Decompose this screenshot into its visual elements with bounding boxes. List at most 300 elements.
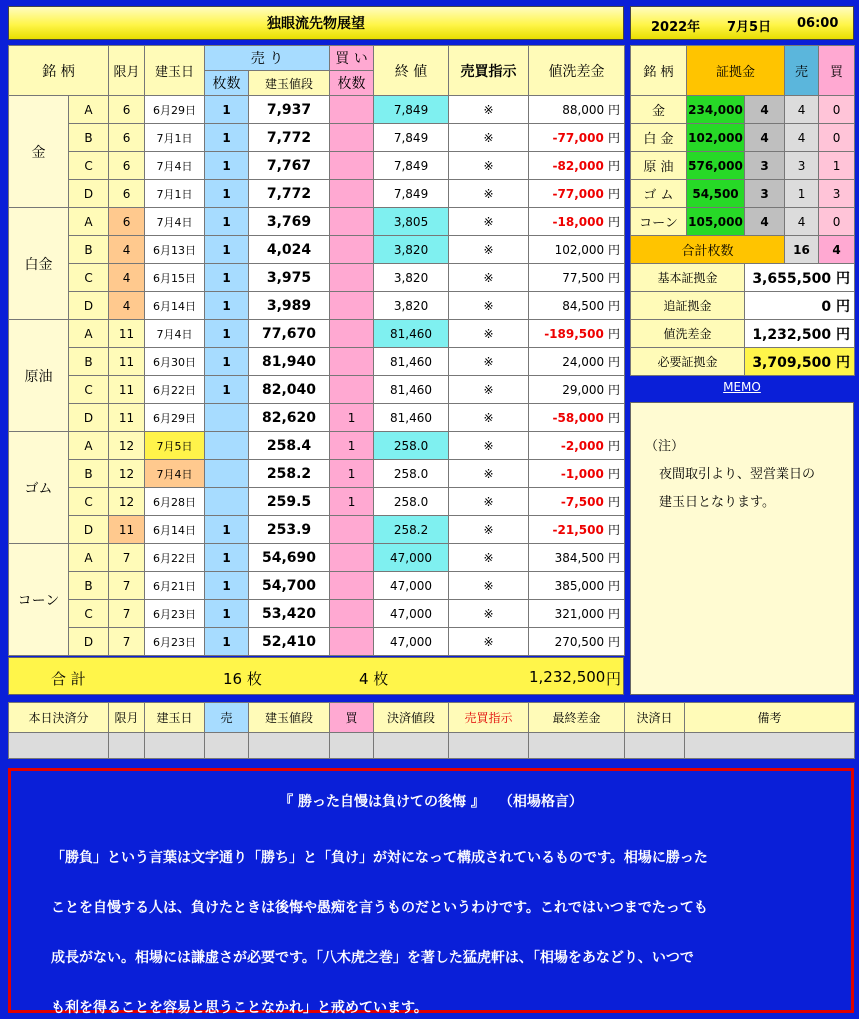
m-buy: 0 <box>819 124 855 152</box>
row-sell-qty[interactable]: 1 <box>205 572 249 600</box>
row-date: 7月4日 <box>145 208 205 236</box>
s-col-today: 本日決済分 <box>9 703 109 733</box>
table-row <box>9 516 625 544</box>
s-cell[interactable] <box>9 733 109 759</box>
row-date: 6月29日 <box>145 96 205 124</box>
row-buy-qty[interactable] <box>330 348 374 376</box>
row-price[interactable]: 258.4 <box>249 432 330 460</box>
margin-table <box>630 45 855 376</box>
row-sell-qty[interactable] <box>205 460 249 488</box>
row-diff: -2,000 <box>560 439 604 453</box>
margin-row <box>631 180 855 208</box>
row-price[interactable]: 53,420 <box>249 600 330 628</box>
row-month: 7 <box>109 600 145 628</box>
margin-row <box>631 152 855 180</box>
row-month: 4 <box>109 264 145 292</box>
table-row <box>9 124 625 152</box>
yen-unit: 円 <box>836 326 851 343</box>
m-brand: 白 金 <box>631 124 687 152</box>
row-month: 6 <box>109 96 145 124</box>
row-sell-qty[interactable]: 1 <box>205 516 249 544</box>
row-close: 3,820 <box>374 292 449 320</box>
yen-unit: 円 <box>608 271 621 285</box>
row-instruction[interactable]: ※ <box>449 208 529 236</box>
s-cell[interactable] <box>249 733 330 759</box>
row-instruction[interactable]: ※ <box>449 516 529 544</box>
total-diff: 1,232,500 <box>529 668 606 686</box>
row-close: 3,820 <box>374 264 449 292</box>
m-total-sell: 16 <box>785 236 819 264</box>
row-diff: -21,500 <box>552 523 604 537</box>
quote-line: ことを自慢する人は、負けたときは後悔や愚痴を言うものだというわけです。これではいつまでたっても <box>51 900 708 916</box>
row-instruction[interactable]: ※ <box>449 460 529 488</box>
row-close: 7,849 <box>374 152 449 180</box>
row-diff: 102,000 <box>554 243 605 257</box>
row-diff: 88,000 <box>562 103 605 117</box>
row-date: 6月23日 <box>145 600 205 628</box>
row-price[interactable]: 54,700 <box>249 572 330 600</box>
row-sell-qty[interactable]: 1 <box>205 124 249 152</box>
row-instruction[interactable]: ※ <box>449 628 529 656</box>
yen-unit: 円 <box>608 383 621 397</box>
s-col-buy: 買 <box>330 703 374 733</box>
row-sell-qty[interactable]: 1 <box>205 628 249 656</box>
group-name: 原油 <box>9 320 69 432</box>
row-instruction[interactable]: ※ <box>449 292 529 320</box>
row-sell-qty[interactable]: 1 <box>205 152 249 180</box>
quote-line: も利を得ることを容易と思うことなかれ」と戒めています。 <box>51 1000 428 1016</box>
yen-unit: 円 <box>608 607 621 621</box>
row-code: A <box>69 544 109 572</box>
m-buy: 3 <box>819 180 855 208</box>
yen-unit: 円 <box>608 243 621 257</box>
row-close: 258.2 <box>374 516 449 544</box>
s-cell[interactable] <box>529 733 625 759</box>
table-row <box>9 488 625 516</box>
m-margin: 576,000 <box>687 152 745 180</box>
table-row <box>9 572 625 600</box>
row-date: 6月22日 <box>145 544 205 572</box>
row-instruction[interactable]: ※ <box>449 544 529 572</box>
m-req: 3 <box>745 152 785 180</box>
m-col-sell: 売 <box>785 46 819 96</box>
group-name: ゴム <box>9 432 69 544</box>
m-col-margin: 証拠金 <box>687 46 785 96</box>
row-price[interactable]: 4,024 <box>249 236 330 264</box>
row-price[interactable]: 81,940 <box>249 348 330 376</box>
row-price[interactable]: 82,040 <box>249 376 330 404</box>
row-month: 12 <box>109 432 145 460</box>
row-instruction[interactable]: ※ <box>449 152 529 180</box>
yen-unit: 円 <box>608 495 621 509</box>
row-diff: 385,000 <box>554 579 605 593</box>
table-row <box>9 152 625 180</box>
s-col-final: 最終差金 <box>529 703 625 733</box>
yen-unit: 円 <box>608 187 621 201</box>
row-instruction[interactable]: ※ <box>449 320 529 348</box>
col-diff: 値洗差金 <box>529 46 625 96</box>
m-req: 4 <box>745 96 785 124</box>
table-row <box>9 628 625 656</box>
margin-row <box>631 208 855 236</box>
col-date: 建玉日 <box>145 46 205 96</box>
m-req: 4 <box>745 124 785 152</box>
s-cell[interactable] <box>109 733 145 759</box>
row-close: 47,000 <box>374 572 449 600</box>
row-close: 47,000 <box>374 544 449 572</box>
yen-unit: 円 <box>608 439 621 453</box>
row-price[interactable]: 54,690 <box>249 544 330 572</box>
col-buy-qty: 枚数 <box>330 71 374 96</box>
row-instruction[interactable]: ※ <box>449 488 529 516</box>
row-instruction[interactable]: ※ <box>449 348 529 376</box>
m-col-buy: 買 <box>819 46 855 96</box>
row-sell-qty[interactable]: 1 <box>205 544 249 572</box>
date-bar <box>630 6 854 40</box>
row-buy-qty[interactable] <box>330 320 374 348</box>
m-brand: コーン <box>631 208 687 236</box>
yen-unit: 円 <box>608 299 621 313</box>
row-diff: 77,500 <box>562 271 605 285</box>
row-month: 11 <box>109 376 145 404</box>
memo-link[interactable]: MEMO <box>723 380 761 394</box>
yen-unit: 円 <box>608 103 621 117</box>
m-buy: 0 <box>819 208 855 236</box>
m-buy: 0 <box>819 96 855 124</box>
row-month: 11 <box>109 404 145 432</box>
row-date: 6月13日 <box>145 236 205 264</box>
row-month: 11 <box>109 320 145 348</box>
s-col-price: 建玉値段 <box>249 703 330 733</box>
m-wash-label: 値洗差金 <box>631 320 745 348</box>
settlement-table <box>8 702 855 759</box>
row-code: C <box>69 376 109 404</box>
row-buy-qty[interactable] <box>330 96 374 124</box>
row-buy-qty[interactable]: 1 <box>330 460 374 488</box>
s-col-instruction: 売買指示 <box>449 703 529 733</box>
row-buy-qty[interactable] <box>330 208 374 236</box>
col-price: 建玉値段 <box>249 71 330 96</box>
s-cell[interactable] <box>330 733 374 759</box>
yen-unit: 円 <box>608 579 621 593</box>
yen-unit: 円 <box>608 355 621 369</box>
row-date: 7月1日 <box>145 180 205 208</box>
col-sell: 売 り <box>205 46 330 71</box>
row-code: A <box>69 320 109 348</box>
row-diff: 29,000 <box>562 383 605 397</box>
row-buy-qty[interactable] <box>330 292 374 320</box>
s-cell[interactable] <box>205 733 249 759</box>
row-price[interactable]: 77,670 <box>249 320 330 348</box>
row-buy-qty[interactable]: 1 <box>330 432 374 460</box>
total-yen: 円 <box>606 670 622 688</box>
row-date: 6月29日 <box>145 404 205 432</box>
row-buy-qty[interactable]: 1 <box>330 404 374 432</box>
row-instruction[interactable]: ※ <box>449 124 529 152</box>
row-instruction[interactable]: ※ <box>449 264 529 292</box>
row-instruction[interactable]: ※ <box>449 376 529 404</box>
s-col-settle-date: 決済日 <box>625 703 685 733</box>
row-diff: -77,000 <box>552 131 604 145</box>
table-row <box>9 320 625 348</box>
row-buy-qty[interactable] <box>330 124 374 152</box>
row-diff: -7,500 <box>560 495 604 509</box>
yen-unit: 円 <box>608 411 621 425</box>
row-buy-qty[interactable] <box>330 516 374 544</box>
row-code: B <box>69 236 109 264</box>
row-close: 7,849 <box>374 180 449 208</box>
yen-unit: 円 <box>836 270 851 287</box>
row-diff: -58,000 <box>552 411 604 425</box>
row-sell-qty[interactable]: 1 <box>205 320 249 348</box>
quote-line: 「勝負」という言葉は文字通り「勝ち」と「負け」が対になって構成されているものです。相場に勝った <box>51 850 708 866</box>
row-code: D <box>69 292 109 320</box>
yen-unit: 円 <box>836 354 851 371</box>
row-price[interactable]: 7,772 <box>249 180 330 208</box>
row-price[interactable]: 82,620 <box>249 404 330 432</box>
m-req: 4 <box>745 208 785 236</box>
row-month: 7 <box>109 628 145 656</box>
col-close: 終 値 <box>374 46 449 96</box>
row-close: 7,849 <box>374 124 449 152</box>
yen-unit: 円 <box>608 523 621 537</box>
row-date: 6月15日 <box>145 264 205 292</box>
row-code: D <box>69 628 109 656</box>
group-name: 金 <box>9 96 69 208</box>
m-brand: 金 <box>631 96 687 124</box>
row-diff: 321,000 <box>554 607 605 621</box>
time-label: 06:00 <box>797 16 839 31</box>
row-date: 6月14日 <box>145 516 205 544</box>
yen-unit: 円 <box>608 635 621 649</box>
row-instruction[interactable]: ※ <box>449 180 529 208</box>
row-buy-qty[interactable] <box>330 236 374 264</box>
row-date: 7月1日 <box>145 124 205 152</box>
m-extra: 0 <box>821 298 832 315</box>
row-month: 4 <box>109 236 145 264</box>
m-wash: 1,232,500 <box>752 326 832 343</box>
m-need-label: 必要証拠金 <box>631 348 745 376</box>
row-month: 6 <box>109 124 145 152</box>
row-instruction[interactable]: ※ <box>449 96 529 124</box>
yen-unit: 円 <box>608 327 621 341</box>
m-sell: 4 <box>785 96 819 124</box>
table-row <box>9 180 625 208</box>
s-cell[interactable] <box>145 733 205 759</box>
positions-table <box>8 45 625 656</box>
s-col-sell: 売 <box>205 703 249 733</box>
row-price[interactable]: 3,989 <box>249 292 330 320</box>
table-row <box>9 292 625 320</box>
table-row <box>9 544 625 572</box>
row-instruction[interactable]: ※ <box>449 404 529 432</box>
s-col-date: 建玉日 <box>145 703 205 733</box>
yen-unit: 円 <box>608 131 621 145</box>
total-label: 合 計 <box>51 670 86 688</box>
row-code: A <box>69 96 109 124</box>
m-extra-label: 追証拠金 <box>631 292 745 320</box>
row-price[interactable]: 258.2 <box>249 460 330 488</box>
total-row <box>8 657 624 695</box>
table-row <box>9 348 625 376</box>
row-price[interactable]: 7,772 <box>249 124 330 152</box>
m-req: 3 <box>745 180 785 208</box>
row-date: 7月4日 <box>145 152 205 180</box>
row-code: D <box>69 404 109 432</box>
yen-unit: 円 <box>608 467 621 481</box>
row-code: D <box>69 516 109 544</box>
row-instruction[interactable]: ※ <box>449 572 529 600</box>
row-sell-qty[interactable]: 1 <box>205 600 249 628</box>
row-sell-qty[interactable] <box>205 404 249 432</box>
col-sell-qty: 枚数 <box>205 71 249 96</box>
row-code: C <box>69 600 109 628</box>
row-instruction[interactable]: ※ <box>449 600 529 628</box>
col-month: 限月 <box>109 46 145 96</box>
row-date: 6月14日 <box>145 292 205 320</box>
row-sell-qty[interactable]: 1 <box>205 292 249 320</box>
row-close: 258.0 <box>374 460 449 488</box>
row-diff: 24,000 <box>562 355 605 369</box>
row-month: 11 <box>109 516 145 544</box>
row-price[interactable]: 259.5 <box>249 488 330 516</box>
row-sell-qty[interactable] <box>205 432 249 460</box>
year-label: 2022年 <box>651 20 701 35</box>
row-close: 81,460 <box>374 376 449 404</box>
table-row <box>9 96 625 124</box>
col-instruction[interactable]: 売買指示 <box>449 46 529 96</box>
row-diff: -82,000 <box>552 159 604 173</box>
quote-line: 成長がない。相場には謙虚さが必要です。「八木虎之巻」を著した猛虎軒は、「相場をあなどり、いつで <box>51 950 694 966</box>
page-title-bar <box>8 6 624 40</box>
row-sell-qty[interactable]: 1 <box>205 96 249 124</box>
row-month: 6 <box>109 152 145 180</box>
m-total-buy: 4 <box>819 236 855 264</box>
row-sell-qty[interactable]: 1 <box>205 376 249 404</box>
row-close: 3,820 <box>374 236 449 264</box>
m-col-brand: 銘 柄 <box>631 46 687 96</box>
row-code: C <box>69 264 109 292</box>
yen-unit: 円 <box>608 159 621 173</box>
row-code: C <box>69 152 109 180</box>
row-code: A <box>69 432 109 460</box>
row-close: 81,460 <box>374 320 449 348</box>
row-sell-qty[interactable]: 1 <box>205 348 249 376</box>
m-sell: 4 <box>785 124 819 152</box>
row-price[interactable]: 3,975 <box>249 264 330 292</box>
row-code: D <box>69 180 109 208</box>
yen-unit: 円 <box>608 551 621 565</box>
table-row <box>9 404 625 432</box>
row-date: 6月21日 <box>145 572 205 600</box>
m-margin: 234,000 <box>687 96 745 124</box>
yen-unit: 円 <box>836 298 851 315</box>
row-price[interactable]: 7,937 <box>249 96 330 124</box>
row-instruction[interactable]: ※ <box>449 236 529 264</box>
row-buy-qty[interactable] <box>330 572 374 600</box>
s-col-settle-price: 決済値段 <box>374 703 449 733</box>
row-close: 3,805 <box>374 208 449 236</box>
row-diff: -1,000 <box>560 467 604 481</box>
row-buy-qty[interactable] <box>330 544 374 572</box>
row-month: 12 <box>109 460 145 488</box>
row-code: B <box>69 460 109 488</box>
m-basic: 3,655,500 <box>752 270 832 287</box>
row-diff: -18,000 <box>552 215 604 229</box>
row-code: B <box>69 348 109 376</box>
row-code: A <box>69 208 109 236</box>
margin-row <box>631 124 855 152</box>
row-buy-qty[interactable] <box>330 600 374 628</box>
s-col-month: 限月 <box>109 703 145 733</box>
m-buy: 1 <box>819 152 855 180</box>
row-buy-qty[interactable] <box>330 180 374 208</box>
row-sell-qty[interactable]: 1 <box>205 236 249 264</box>
s-cell[interactable] <box>374 733 449 759</box>
row-price[interactable]: 52,410 <box>249 628 330 656</box>
date-label: 7月5日 <box>727 20 772 35</box>
row-code: C <box>69 488 109 516</box>
s-cell[interactable] <box>685 733 855 759</box>
row-code: B <box>69 124 109 152</box>
table-row <box>9 376 625 404</box>
table-row <box>9 600 625 628</box>
row-code: B <box>69 572 109 600</box>
col-brand: 銘 柄 <box>9 46 109 96</box>
group-name: コーン <box>9 544 69 656</box>
row-month: 11 <box>109 348 145 376</box>
row-instruction[interactable]: ※ <box>449 432 529 460</box>
m-sell: 1 <box>785 180 819 208</box>
table-row <box>9 264 625 292</box>
row-month: 7 <box>109 544 145 572</box>
quote-box <box>8 768 854 1016</box>
row-date: 6月22日 <box>145 376 205 404</box>
row-sell-qty[interactable]: 1 <box>205 208 249 236</box>
row-close: 47,000 <box>374 628 449 656</box>
table-row <box>9 432 625 460</box>
row-date: 7月5日 <box>145 432 205 460</box>
m-total-label: 合計枚数 <box>631 236 785 264</box>
row-diff: -189,500 <box>544 327 604 341</box>
row-month: 7 <box>109 572 145 600</box>
row-price[interactable]: 7,767 <box>249 152 330 180</box>
row-buy-qty[interactable] <box>330 264 374 292</box>
quote-title: 『 勝った自慢は負けての後悔 』 （相場格言） <box>279 794 583 810</box>
row-month: 4 <box>109 292 145 320</box>
row-buy-qty[interactable]: 1 <box>330 488 374 516</box>
m-margin: 54,500 <box>687 180 745 208</box>
memo-header <box>630 380 854 400</box>
row-buy-qty[interactable] <box>330 628 374 656</box>
row-close: 47,000 <box>374 600 449 628</box>
memo-line: 夜間取引より、翌営業日の <box>659 467 816 482</box>
page-title: 独眼流先物展望 <box>267 16 365 32</box>
s-cell[interactable] <box>449 733 529 759</box>
row-price[interactable]: 3,769 <box>249 208 330 236</box>
row-sell-qty[interactable] <box>205 488 249 516</box>
row-buy-qty[interactable] <box>330 152 374 180</box>
row-buy-qty[interactable] <box>330 376 374 404</box>
s-col-remarks: 備考 <box>685 703 855 733</box>
row-sell-qty[interactable]: 1 <box>205 180 249 208</box>
row-close: 81,460 <box>374 404 449 432</box>
m-margin: 102,000 <box>687 124 745 152</box>
row-close: 81,460 <box>374 348 449 376</box>
row-price[interactable]: 253.9 <box>249 516 330 544</box>
s-cell[interactable] <box>625 733 685 759</box>
row-sell-qty[interactable]: 1 <box>205 264 249 292</box>
